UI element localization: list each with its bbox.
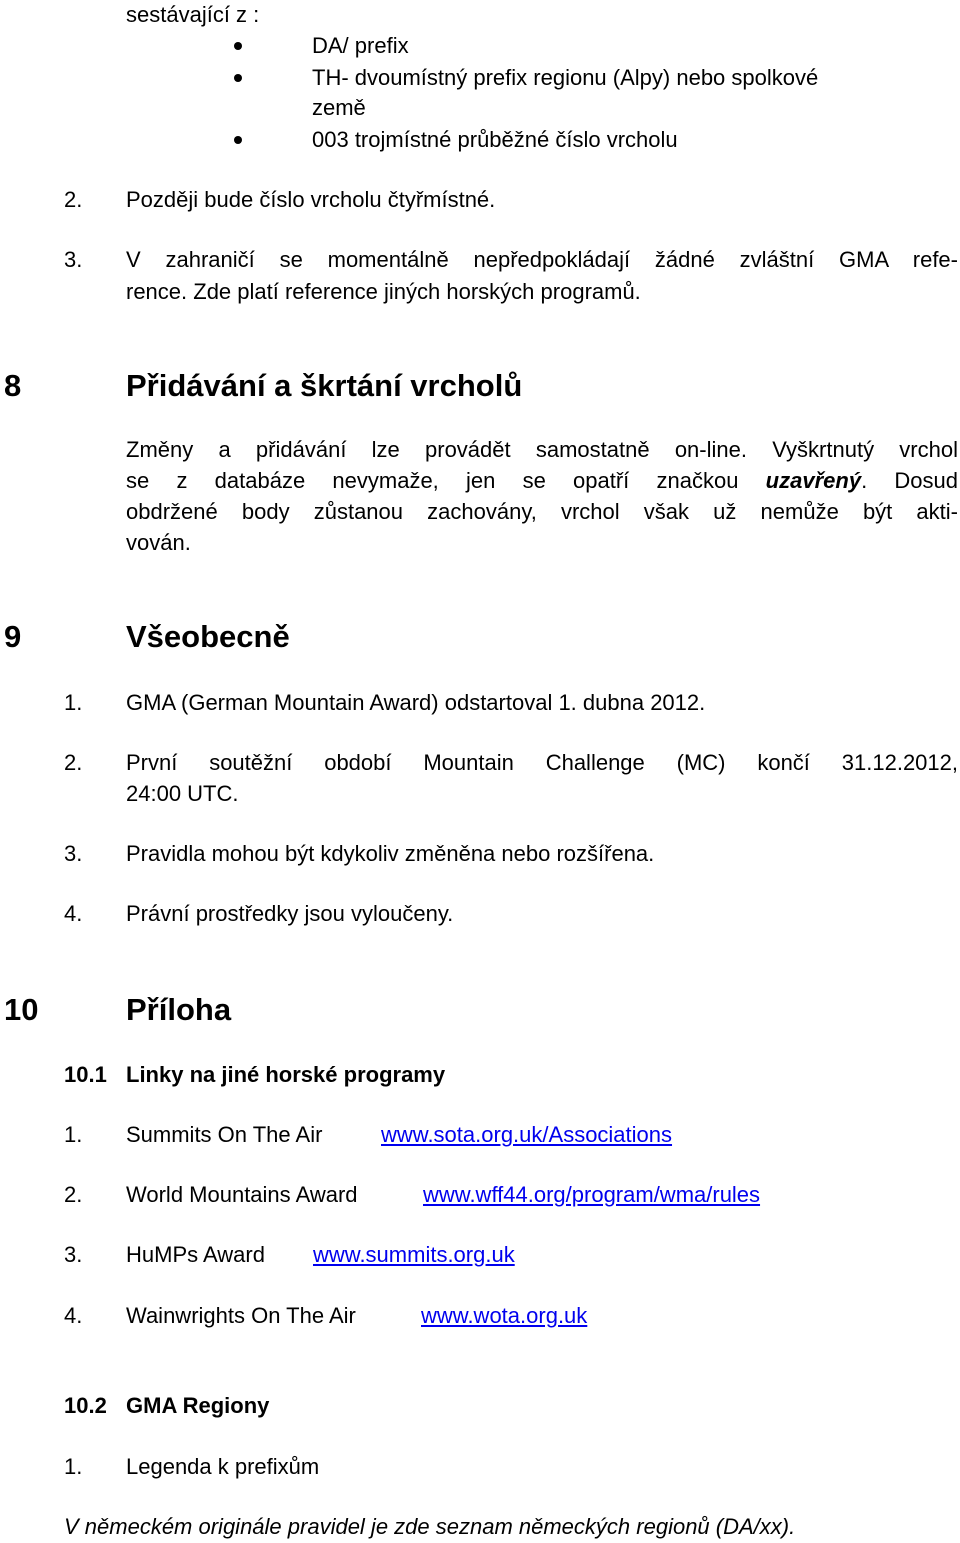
- list-item-number: 1.: [64, 690, 83, 715]
- paragraph-text: . Dosud: [861, 468, 958, 493]
- list-item-text: Právní prostředky jsou vyloučeny.: [126, 901, 454, 926]
- bullet-item: DA/ prefix: [312, 33, 409, 58]
- list-item-number: 2.: [64, 1182, 83, 1207]
- section-title: Přidávání a škrtání vrcholů: [126, 368, 523, 403]
- list-item-text: V zahraničí se momentálně nepředpokládají žádné zvláštní GMA refe-: [126, 247, 958, 272]
- list-item-number: 4.: [64, 1303, 83, 1328]
- list-item-number: 2.: [64, 187, 83, 212]
- list-item-number: 3.: [64, 841, 83, 866]
- bullet-icon: [234, 42, 242, 50]
- link-label: HuMPs Award: [126, 1242, 265, 1267]
- paragraph-line: obdržené body zůstanou zachovány, vrchol však už nemůže být akti-: [126, 499, 958, 524]
- paragraph-text: se z databáze nevymaže, jen se opatří značkou: [126, 468, 739, 493]
- link-label: Summits On The Air: [126, 1122, 323, 1147]
- list-item-number: 3.: [64, 1242, 83, 1267]
- subsection-title: GMA Regiony: [126, 1393, 270, 1418]
- section-title: Příloha: [126, 992, 232, 1027]
- list-item-number: 1.: [64, 1122, 83, 1147]
- link-humps[interactable]: www.summits.org.uk: [313, 1242, 515, 1267]
- list-item-text: GMA (German Mountain Award) odstartoval 1. dubna 2012.: [126, 690, 706, 715]
- paragraph-line: [126, 466, 958, 496]
- bullet-item-continuation: země: [312, 95, 366, 120]
- list-item-text-continuation: rence. Zde platí reference jiných horských programů.: [126, 279, 641, 304]
- subsection-title: Linky na jiné horské programy: [126, 1062, 446, 1087]
- subsection-number: 10.2: [64, 1393, 107, 1418]
- link-wma[interactable]: www.wff44.org/program/wma/rules: [423, 1182, 761, 1207]
- list-item-text: Pravidla mohou být kdykoliv změněna nebo rozšířena.: [126, 841, 655, 866]
- paragraph-line: vován.: [126, 530, 191, 555]
- list-item-text: Legenda k prefixům: [126, 1454, 320, 1479]
- section-title: Všeobecně: [126, 619, 290, 654]
- bullet-item: TH- dvoumístný prefix regionu (Alpy) nebo spolkové: [312, 65, 819, 90]
- link-label: Wainwrights On The Air: [126, 1303, 356, 1328]
- list-item-text-continuation: 24:00 UTC.: [126, 781, 239, 806]
- bullet-icon: [234, 136, 242, 144]
- list-item-number: 2.: [64, 750, 83, 775]
- bullet-item: 003 trojmístné průběžné číslo vrcholu: [312, 127, 678, 152]
- list-item-text: Později bude číslo vrcholu čtyřmístné.: [126, 187, 496, 212]
- list-item-number: 4.: [64, 901, 83, 926]
- section-number: 8: [4, 368, 22, 403]
- paragraph-line: Změny a přidávání lze provádět samostatně on-line. Vyškrtnutý vrchol: [126, 437, 958, 462]
- section-number: 9: [4, 619, 22, 654]
- list-item-text: První soutěžní období Mountain Challenge (MC) končí 31.12.2012,: [126, 750, 958, 775]
- list-item-number: 1.: [64, 1454, 83, 1479]
- section-number: 10: [4, 992, 39, 1027]
- link-wota[interactable]: www.wota.org.uk: [421, 1303, 588, 1328]
- list-item-number: 3.: [64, 247, 83, 272]
- bullet-icon: [234, 74, 242, 82]
- intro-lead: sestávající z :: [126, 2, 260, 27]
- emphasis-text: uzavřený: [765, 468, 862, 493]
- link-label: World Mountains Award: [126, 1182, 358, 1207]
- subsection-number: 10.1: [64, 1062, 107, 1087]
- italic-note: V německém originále pravidel je zde seznam německých regionů (DA/xx).: [64, 1514, 796, 1539]
- link-sota[interactable]: www.sota.org.uk/Associations: [381, 1122, 673, 1147]
